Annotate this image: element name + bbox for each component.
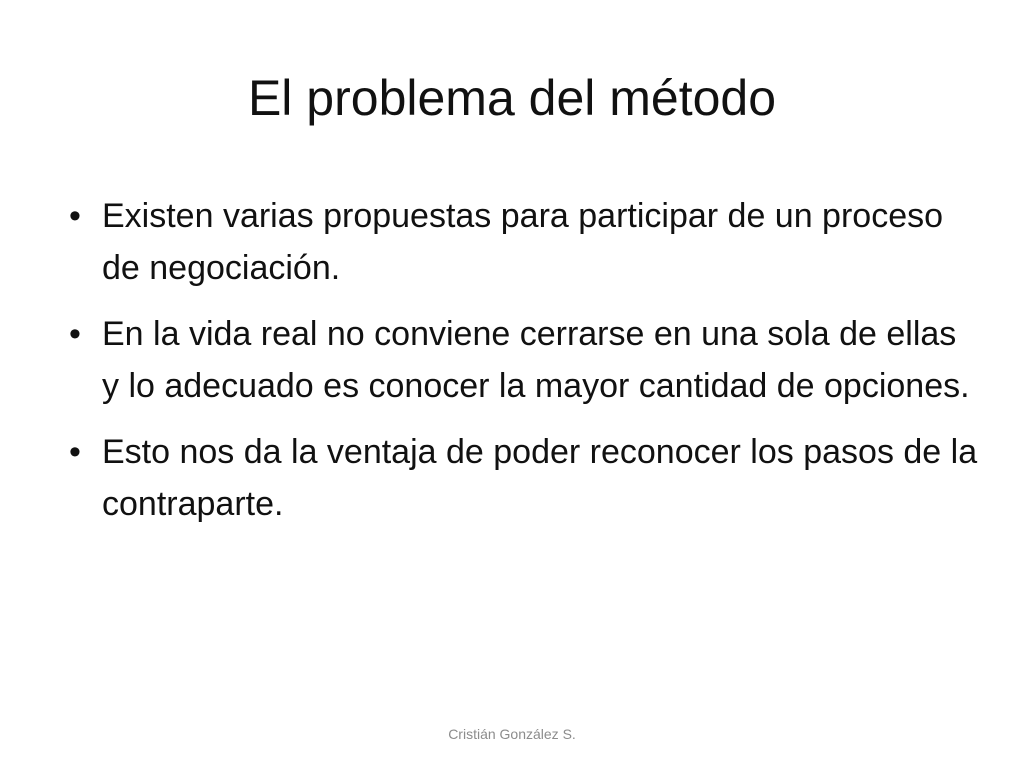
bullet-list bbox=[58, 190, 978, 544]
bullet-item bbox=[58, 426, 978, 530]
bullet-text: En la vida real no conviene cerrarse en una sola de ellas y lo adecuado es conocer la mayor cantidad de opciones. bbox=[102, 315, 970, 405]
bullet-item bbox=[58, 308, 978, 412]
bullet-text: Existen varias propuestas para participar de un proceso de negociación. bbox=[102, 197, 944, 287]
bullet-icon: • bbox=[69, 197, 81, 235]
bullet-text: Esto nos da la ventaja de poder reconocer los pasos de la contraparte. bbox=[102, 433, 978, 523]
footer-author: Cristián González S. bbox=[448, 726, 576, 742]
bullet-icon: • bbox=[69, 433, 81, 471]
bullet-item bbox=[58, 190, 978, 294]
bullet-icon: • bbox=[69, 315, 81, 353]
slide-title: El problema del método bbox=[247, 70, 777, 126]
